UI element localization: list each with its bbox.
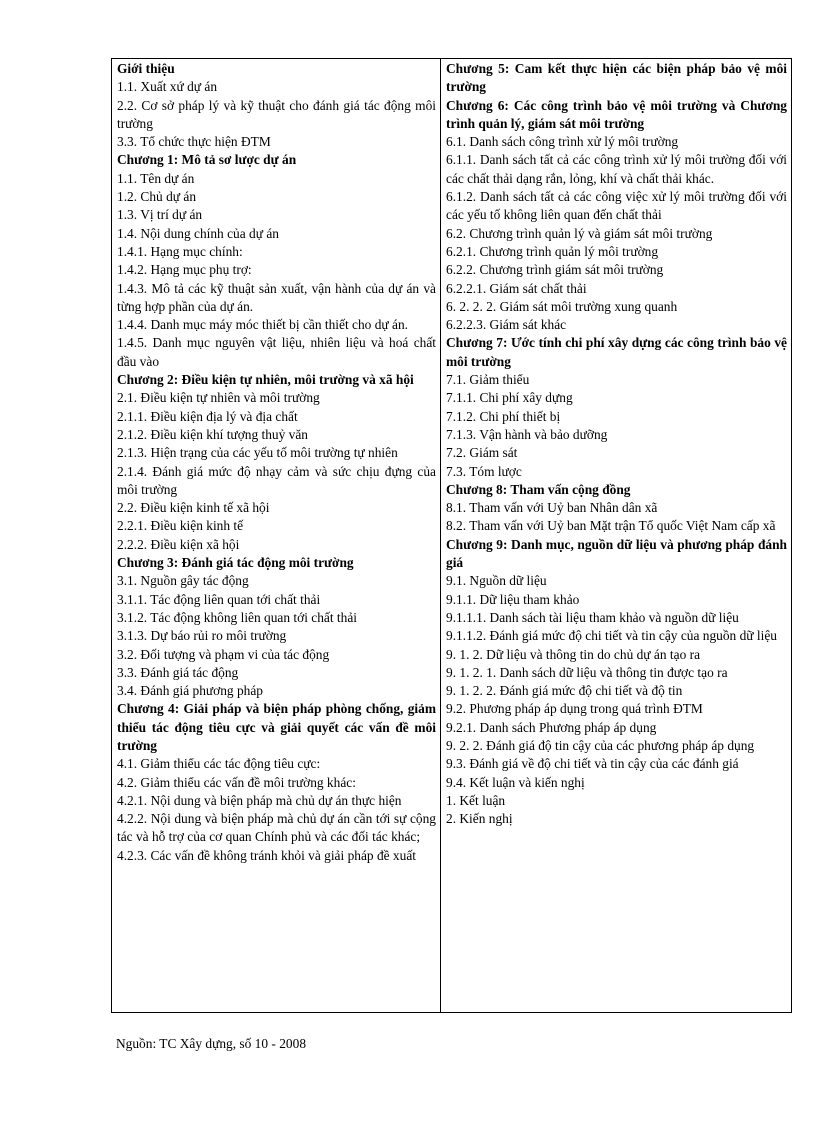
toc-entry: 8.2. Tham vấn với Uỷ ban Mặt trận Tổ quốc Việt Nam cấp xã [446, 518, 776, 534]
toc-entry: 9.2.1. Danh sách Phương pháp áp dụng [446, 719, 657, 735]
toc-entry: 9. 1. 2. Dữ liệu và thông tin do chủ dự án tạo ra [446, 646, 701, 662]
toc-entry: 8.1. Tham vấn với Uỷ ban Nhân dân xã [446, 500, 658, 516]
toc-entry: 2.1.1. Điều kiện địa lý và địa chất [117, 408, 298, 424]
toc-entry: 1.1. Xuất xứ dự án [117, 79, 218, 95]
toc-entry: 2.2.1. Điều kiện kinh tế [117, 518, 244, 534]
toc-chapter-heading: Chương 2: Điều kiện tự nhiên, môi trường và xã hội [117, 372, 414, 388]
toc-chapter-heading: Chương 8: Tham vấn cộng đồng [446, 481, 631, 497]
toc-chapter-heading: Chương 3: Đánh giá tác động môi trường [117, 555, 354, 571]
toc-entry: 9. 1. 2. 2. Đánh giá mức độ chi tiết và độ tin [446, 683, 683, 699]
toc-entry: 9.1. Nguồn dữ liệu [446, 573, 547, 589]
toc-entry: 7.1.3. Vận hành và bảo dưỡng [446, 426, 608, 442]
toc-chapter-heading: Chương 5: Cam kết thực hiện các biện pháp bảo vệ môi trường [446, 61, 787, 95]
toc-entry: 9.4. Kết luận và kiến nghị [446, 774, 585, 790]
toc-entry: 7.1.2. Chi phí thiết bị [446, 408, 561, 424]
toc-entry: 6.2. Chương trình quản lý và giám sát môi trường [446, 225, 713, 241]
toc-entry: 3.3. Đánh giá tác động [117, 664, 239, 680]
toc-entry: 9.1.1.1. Danh sách tài liệu tham khảo và nguồn dữ liệu [446, 609, 739, 625]
toc-chapter-heading: Chương 6: Các công trình bảo vệ môi trường và Chương trình quản lý, giám sát môi trường [446, 97, 787, 131]
toc-entry: 4.2.1. Nội dung và biện pháp mà chủ dự án thực hiện [117, 792, 402, 808]
toc-entry: 2.2.2. Điều kiện xã hội [117, 536, 240, 552]
toc-entry: 2.1. Điều kiện tự nhiên và môi trường [117, 390, 320, 406]
toc-entry: 9.2. Phương pháp áp dụng trong quá trình ĐTM [446, 701, 703, 717]
toc-entry: 6.1. Danh sách công trình xử lý môi trường [446, 134, 679, 150]
toc-entry: 3.1.1. Tác động liên quan tới chất thải [117, 591, 321, 607]
toc-entry: 6.2.1. Chương trình quản lý môi trường [446, 243, 659, 259]
toc-entry: 6. 2. 2. 2. Giám sát môi trường xung quanh [446, 298, 678, 314]
toc-chapter-heading: Chương 1: Mô tả sơ lược dự án [117, 152, 297, 168]
toc-entry: 1.4.3. Mô tả các kỹ thuật sản xuất, vận hành của dự án và từng hợp phần của dự án. [117, 280, 436, 314]
toc-entry: 1.4.5. Danh mục nguyên vật liệu, nhiên liệu và hoá chất đầu vào [117, 335, 436, 369]
toc-entry: 3.1. Nguồn gây tác động [117, 573, 249, 589]
toc-entry: 9. 2. 2. Đánh giá độ tin cậy của các phương pháp áp dụng [446, 737, 755, 753]
toc-entry: 3.1.3. Dự báo rủi ro môi trường [117, 628, 287, 644]
toc-entry: 3.1.2. Tác động không liên quan tới chất thải [117, 609, 358, 625]
toc-entry: 6.2.2.3. Giám sát khác [446, 317, 567, 333]
toc-right-column [441, 59, 792, 1013]
toc-entry: 6.2.2. Chương trình giám sát môi trường [446, 262, 664, 278]
toc-entry: 7.2. Giám sát [446, 445, 518, 461]
toc-entry: 1.4.1. Hạng mục chính: [117, 243, 243, 259]
toc-entry: 6.1.1. Danh sách tất cả các công trình xử lý môi trường đối với các chất thải dạng rắn, lỏng, khí và chất thải khác. [446, 152, 787, 186]
toc-entry: 2.1.4. Đánh giá mức độ nhạy cảm và sức chịu đựng của môi trường [117, 463, 436, 497]
toc-chapter-heading: Chương 4: Giải pháp và biện pháp phòng chống, giảm thiểu tác động tiêu cực và giải quyết các vấn đề môi trường [117, 701, 436, 753]
toc-chapter-heading: Giới thiệu [117, 61, 175, 76]
toc-entry: 6.2.2.1. Giám sát chất thải [446, 280, 587, 296]
toc-entry: 2.1.3. Hiện trạng của các yếu tố môi trường tự nhiên [117, 445, 398, 461]
toc-entry: 2.2. Cơ sở pháp lý và kỹ thuật cho đánh giá tác động môi trường [117, 97, 436, 131]
toc-entry: 6.1.2. Danh sách tất cả các công việc xử lý môi trường đối với các yếu tố không liên quan đến chất thải [446, 189, 787, 223]
toc-entry: 2. Kiến nghị [446, 811, 513, 827]
toc-left-column [112, 59, 441, 1013]
toc-entry: 2.1.2. Điều kiện khí tượng thuỷ văn [117, 426, 308, 442]
source-note: Nguồn: TC Xây dựng, số 10 - 2008 [116, 1036, 307, 1051]
toc-entry: 2.2. Điều kiện kinh tế xã hội [117, 500, 270, 516]
toc-entry: 1.1. Tên dự án [117, 170, 195, 186]
toc-entry: 4.2.3. Các vấn đề không tránh khỏi và giải pháp đề xuất [117, 847, 416, 863]
toc-entry: 3.2. Đối tượng và phạm vi của tác động [117, 646, 330, 662]
toc-entry: 1. Kết luận [446, 792, 506, 808]
toc-entry: 1.3. Vị trí dự án [117, 207, 203, 223]
toc-entry: 1.2. Chủ dự án [117, 189, 197, 205]
toc-row [112, 59, 792, 1013]
toc-entry: 7.3. Tóm lược [446, 463, 522, 479]
toc-table [111, 58, 792, 1013]
toc-entry: 7.1. Giảm thiểu [446, 372, 530, 388]
toc-entry: 3.3. Tổ chức thực hiện ĐTM [117, 134, 271, 150]
toc-entry: 4.2. Giảm thiểu các vấn đề môi trường khác: [117, 774, 356, 790]
toc-entry: 4.1. Giảm thiểu các tác động tiêu cực: [117, 756, 321, 772]
toc-entry: 9.3. Đánh giá về độ chi tiết và tin cậy của các đánh giá [446, 756, 739, 772]
toc-entry: 9.1.1.2. Đánh giá mức độ chi tiết và tin cậy của nguồn dữ liệu [446, 628, 777, 644]
toc-entry: 3.4. Đánh giá phương pháp [117, 683, 263, 699]
toc-chapter-heading: Chương 9: Danh mục, nguồn dữ liệu và phương pháp đánh giá [446, 536, 787, 571]
toc-chapter-heading: Chương 7: Ước tính chi phí xây dựng các công trình bảo vệ môi trường [446, 335, 787, 369]
toc-entry: 9. 1. 2. 1. Danh sách dữ liệu và thông tin được tạo ra [446, 664, 728, 680]
toc-entry: 4.2.2. Nội dung và biện pháp mà chủ dự án cần tới sự cộng tác và hỗ trợ của cơ quan Chính phủ và các đối tác khác; [117, 811, 436, 845]
toc-entry: 7.1.1. Chi phí xây dựng [446, 390, 573, 406]
toc-entry: 9.1.1. Dữ liệu tham khảo [446, 591, 580, 607]
toc-entry: 1.4.2. Hạng mục phụ trợ: [117, 262, 252, 278]
toc-entry: 1.4. Nội dung chính của dự án [117, 225, 279, 241]
toc-entry: 1.4.4. Danh mục máy móc thiết bị cần thiết cho dự án. [117, 317, 408, 333]
